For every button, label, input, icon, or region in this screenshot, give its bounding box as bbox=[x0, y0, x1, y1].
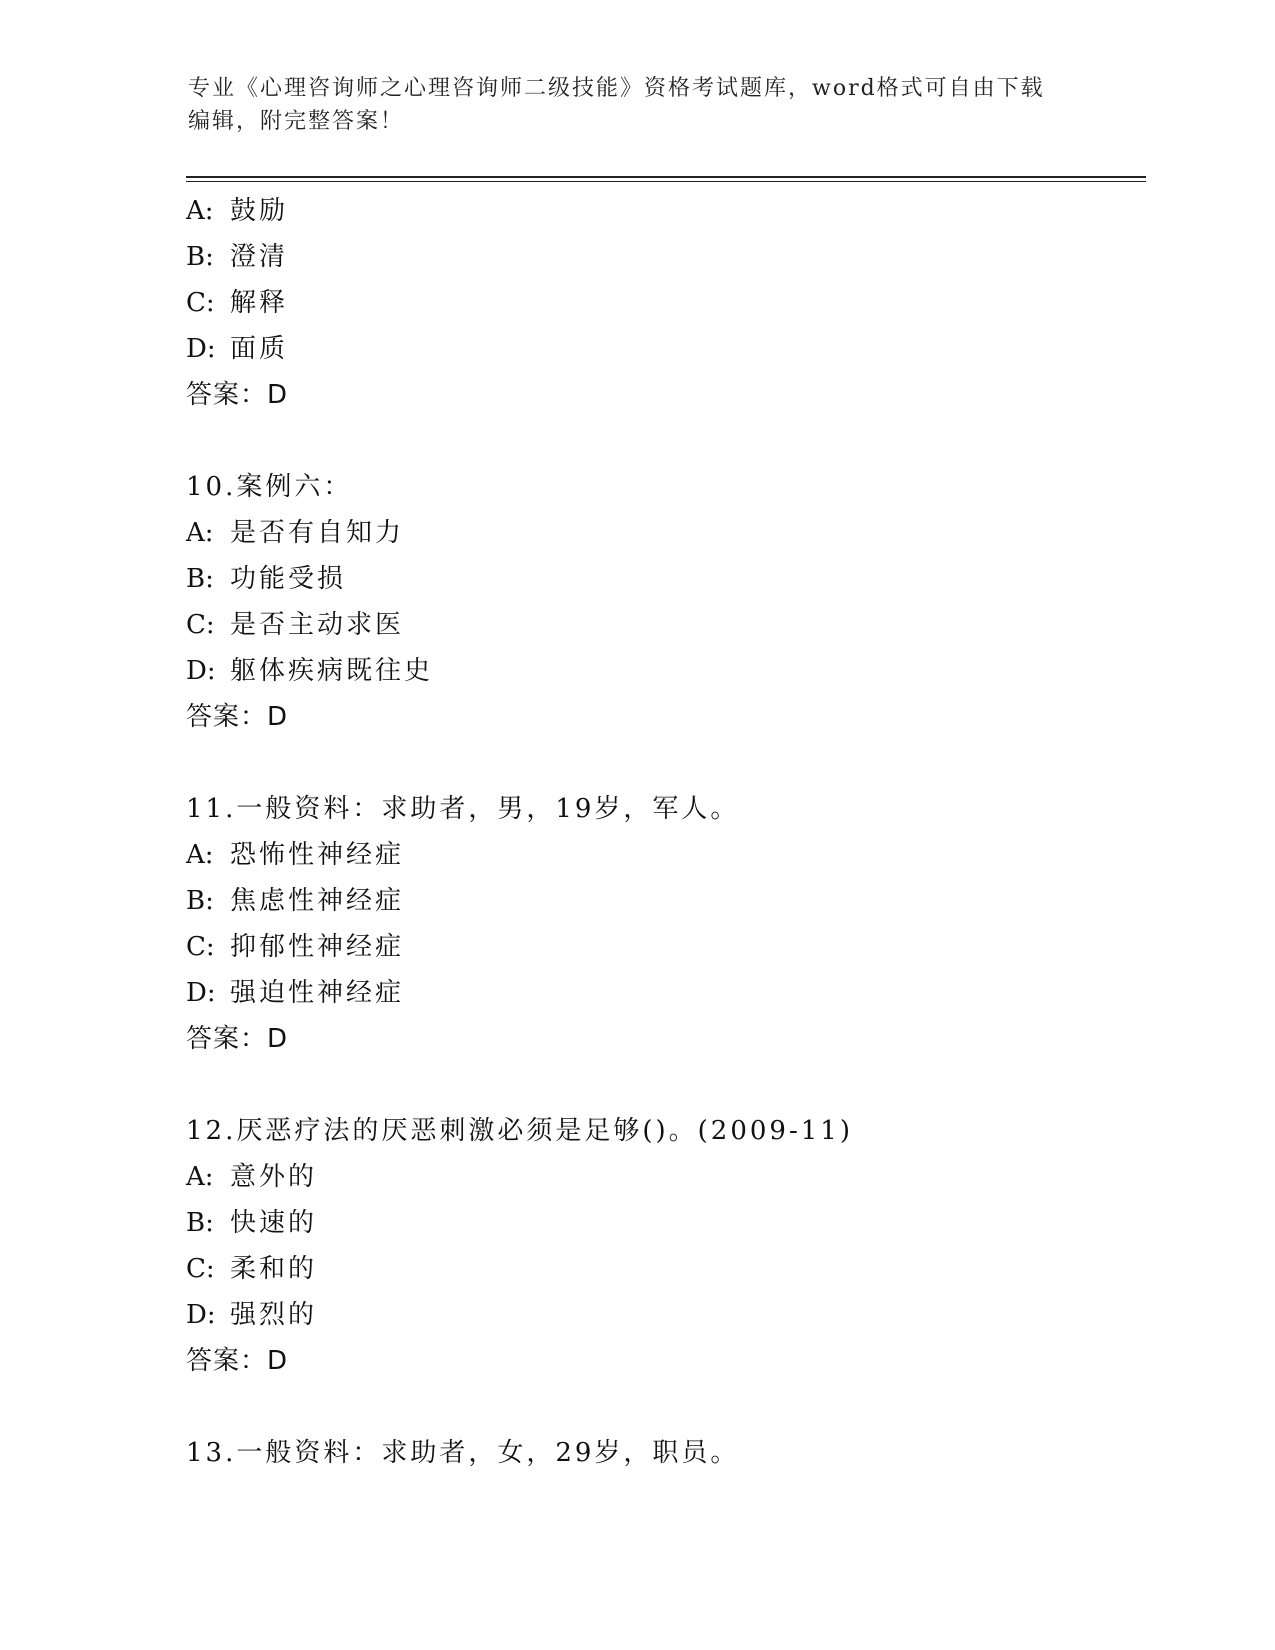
option-letter: D: bbox=[186, 334, 216, 364]
option-text: 是否有自知力 bbox=[230, 518, 405, 548]
question-9 bbox=[186, 188, 1126, 418]
option-c bbox=[186, 924, 1126, 970]
option-text: 面质 bbox=[230, 334, 289, 364]
question-list bbox=[186, 188, 1126, 1476]
option-d bbox=[186, 326, 1126, 372]
option-d bbox=[186, 1292, 1126, 1338]
option-b bbox=[186, 234, 1126, 280]
answer-text: 答案：D bbox=[186, 380, 289, 410]
option-text: 抑郁性神经症 bbox=[230, 932, 405, 962]
option-letter: C: bbox=[186, 288, 215, 318]
option-letter: B: bbox=[186, 242, 214, 272]
header-divider-thin bbox=[186, 181, 1146, 182]
option-a bbox=[186, 188, 1126, 234]
option-c bbox=[186, 1246, 1126, 1292]
question-10 bbox=[186, 464, 1126, 740]
answer-text: 答案：D bbox=[186, 702, 289, 732]
option-letter: A: bbox=[186, 1162, 214, 1192]
header-line-2: 编辑，附完整答案！ bbox=[188, 109, 405, 134]
option-a bbox=[186, 510, 1126, 556]
option-d bbox=[186, 648, 1126, 694]
spacer bbox=[186, 418, 1126, 464]
option-b bbox=[186, 878, 1126, 924]
option-letter: B: bbox=[186, 564, 214, 594]
option-letter: A: bbox=[186, 196, 214, 226]
option-letter: C: bbox=[186, 610, 215, 640]
spacer bbox=[186, 1062, 1126, 1108]
option-letter: C: bbox=[186, 932, 215, 962]
question-title: 13.一般资料：求助者，女，29岁，职员。 bbox=[186, 1438, 740, 1468]
option-text: 躯体疾病既往史 bbox=[230, 656, 434, 686]
option-text: 是否主动求医 bbox=[230, 610, 405, 640]
option-c bbox=[186, 602, 1126, 648]
question-title: 10.案例六： bbox=[186, 472, 353, 502]
option-text: 澄清 bbox=[230, 242, 289, 272]
document-header bbox=[188, 72, 1088, 138]
question-title: 11.一般资料：求助者，男，19岁，军人。 bbox=[186, 794, 740, 824]
option-letter: D: bbox=[186, 656, 216, 686]
option-a bbox=[186, 1154, 1126, 1200]
option-letter: B: bbox=[186, 886, 214, 916]
option-letter: D: bbox=[186, 1300, 216, 1330]
option-letter: B: bbox=[186, 1208, 214, 1238]
option-text: 强迫性神经症 bbox=[230, 978, 405, 1008]
option-c bbox=[186, 280, 1126, 326]
option-text: 意外的 bbox=[230, 1162, 318, 1192]
option-d bbox=[186, 970, 1126, 1016]
question-13 bbox=[186, 1430, 1126, 1476]
question-title: 12.厌恶疗法的厌恶刺激必须是足够()。(2009-11) bbox=[186, 1116, 853, 1146]
option-text: 功能受损 bbox=[230, 564, 347, 594]
option-b bbox=[186, 1200, 1126, 1246]
option-text: 恐怖性神经症 bbox=[230, 840, 405, 870]
option-b bbox=[186, 556, 1126, 602]
option-text: 焦虑性神经症 bbox=[230, 886, 405, 916]
answer-text: 答案：D bbox=[186, 1024, 289, 1054]
answer-text: 答案：D bbox=[186, 1346, 289, 1376]
question-12 bbox=[186, 1108, 1126, 1384]
option-text: 快速的 bbox=[230, 1208, 318, 1238]
option-letter: A: bbox=[186, 518, 214, 548]
header-divider-thick bbox=[186, 176, 1146, 178]
header-line-1: 专业《心理咨询师之心理咨询师二级技能》资格考试题库，word格式可自由下载 bbox=[188, 76, 1045, 101]
option-text: 解释 bbox=[230, 288, 289, 318]
question-11 bbox=[186, 786, 1126, 1062]
option-a bbox=[186, 832, 1126, 878]
option-letter: C: bbox=[186, 1254, 215, 1284]
option-text: 强烈的 bbox=[230, 1300, 318, 1330]
option-letter: A: bbox=[186, 840, 214, 870]
option-text: 柔和的 bbox=[230, 1254, 318, 1284]
option-letter: D: bbox=[186, 978, 216, 1008]
option-text: 鼓励 bbox=[230, 196, 289, 226]
spacer bbox=[186, 740, 1126, 786]
spacer bbox=[186, 1384, 1126, 1430]
